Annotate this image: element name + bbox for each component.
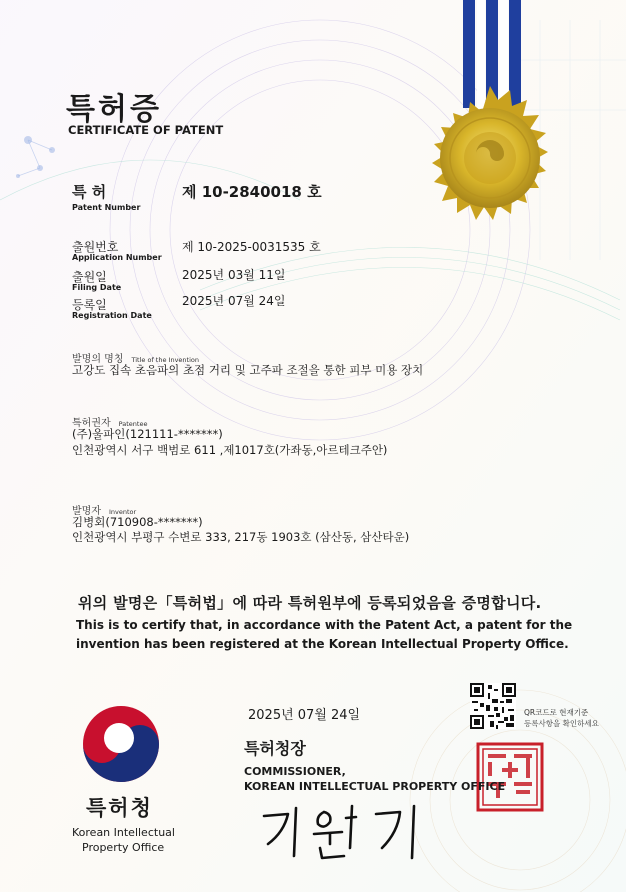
registration-date-label: 등록일	[72, 298, 107, 312]
certification-statement-en-2: invention has been registered at the Korean Intellectual Property Office.	[76, 637, 569, 651]
patent-number-label: 특 허	[72, 183, 107, 201]
invention-label-ko: 발명의 명칭	[72, 354, 124, 365]
office-name-en-1: Korean Intellectual	[72, 826, 175, 839]
filing-date-value: 2025년 03월 11일	[182, 268, 286, 282]
registration-date-value: 2025년 07월 24일	[182, 294, 286, 308]
invention-title: 고강도 집속 초음파의 초점 거리 및 고주파 조절을 통한 피부 미용 장치	[72, 363, 424, 377]
commissioner-title-en-2: KOREAN INTELLECTUAL PROPERTY OFFICE	[244, 780, 506, 793]
filing-date-label: 출원일	[72, 270, 107, 284]
commissioner-title-en-1: COMMISSIONER,	[244, 765, 346, 778]
patentee-address: 인천광역시 서구 백범로 611 ,제1017호(가좌동,아르테크주안)	[72, 443, 388, 457]
inventor-address: 인천광역시 부평구 수변로 333, 217동 1903호 (삼산동, 삼산타운)	[72, 530, 410, 544]
certification-statement-en-1: This is to certify that, in accordance with the Patent Act, a patent for the	[76, 618, 573, 632]
certificate-subtitle: CERTIFICATE OF PATENT	[68, 123, 224, 137]
patentee-name: (주)울파인(121111-*******)	[72, 427, 223, 441]
application-number-value: 제 10-2025-0031535 호	[182, 240, 321, 254]
registration-date-label-en: Registration Date	[72, 311, 152, 320]
inventor-label-ko: 발명자	[72, 506, 101, 517]
patent-number-value: 제 10-2840018 호	[182, 183, 322, 201]
qr-note-1: QR코드로 현재기준	[524, 708, 589, 717]
office-name-en-2: Property Office	[82, 841, 165, 854]
application-number-label-en: Application Number	[72, 253, 162, 262]
commissioner-title-ko: 특허청장	[244, 739, 306, 758]
certificate-title: 특허증	[66, 92, 162, 127]
signature	[258, 802, 428, 862]
patentee-label-ko: 특허권자	[72, 418, 111, 429]
inventor-name: 김병회(710908-*******)	[72, 515, 203, 529]
issue-date: 2025년 07월 24일	[248, 708, 361, 723]
invention-label-en: Title of the Invention	[131, 356, 199, 364]
inventor-label-en: Inventor	[108, 508, 137, 516]
patentee-label-en: Patentee	[118, 420, 148, 428]
application-number-label: 출원번호	[72, 240, 119, 254]
patent-number-label-en: Patent Number	[72, 203, 141, 212]
filing-date-label-en: Filing Date	[72, 283, 122, 292]
office-name-ko: 특허청	[86, 796, 153, 820]
qr-note-2: 등록사항을 확인하세요	[524, 719, 599, 728]
certification-statement-ko: 위의 발명은「특허법」에 따라 특허원부에 등록되었음을 증명합니다.	[78, 594, 542, 612]
qr-code-icon[interactable]	[470, 683, 516, 729]
